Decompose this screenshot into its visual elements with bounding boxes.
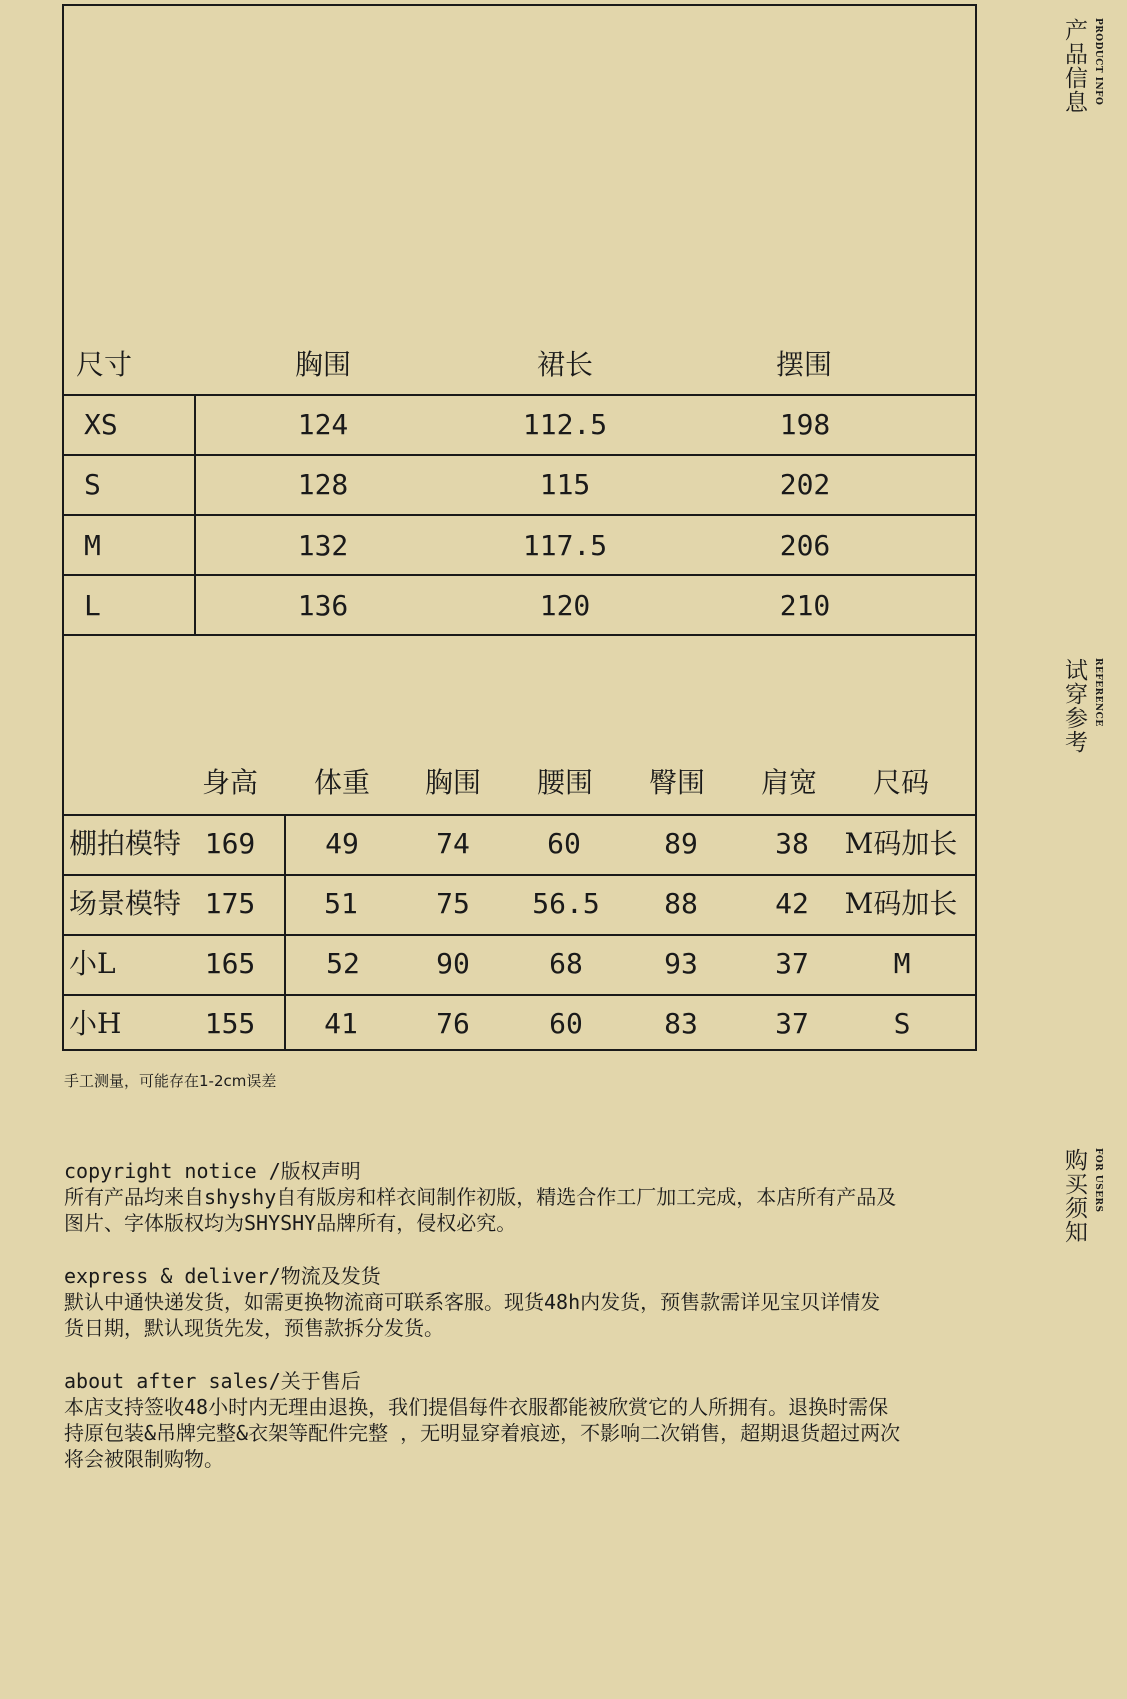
model-cell: S [893, 1007, 911, 1040]
notice-title: copyright notice /版权声明 [64, 1159, 361, 1183]
model-cell: 37 [775, 947, 809, 980]
model-cell: 90 [436, 947, 470, 980]
notice-title: express & deliver/物流及发货 [64, 1264, 381, 1288]
model-header-height: 身高 [201, 766, 259, 799]
size-cell: L [84, 589, 101, 622]
model-header-shoulder: 肩宽 [760, 766, 818, 799]
delivery-notice [64, 1263, 984, 1341]
table-frame [62, 4, 977, 1051]
size-cell: 210 [779, 589, 831, 622]
size-cell: 117.5 [522, 529, 608, 562]
model-cell-name: 棚拍模特 [69, 827, 182, 860]
measurement-note: 手工测量，可能存在1-2cm误差 [64, 1072, 277, 1090]
model-cell: 60 [547, 827, 581, 860]
table-divider [62, 454, 977, 456]
notice-line: 本店支持签收48小时内无理由退换，我们提倡每件衣服都能被欣赏它的人所拥有。退换时需保 [64, 1395, 889, 1419]
model-header-weight: 体重 [313, 766, 371, 799]
model-cell: 41 [324, 1007, 358, 1040]
model-cell: 56.5 [532, 887, 600, 920]
size-cell: 132 [297, 529, 349, 562]
side-label-zh: 购买须知 [1061, 1148, 1087, 1244]
model-cell: 74 [436, 827, 470, 860]
notice-line: 图片、字体版权均为SHYSHY品牌所有，侵权必究。 [64, 1211, 517, 1235]
model-cell: 42 [775, 887, 809, 920]
side-label-for-users [1058, 1148, 1103, 1244]
model-cell: 165 [204, 947, 256, 980]
side-label-zh: 产品信息 [1061, 18, 1087, 114]
model-cell: 37 [775, 1007, 809, 1040]
notice-line: 默认中通快递发货，如需更换物流商可联系客服。现货48h内发货，预售款需详见宝贝详情发 [64, 1290, 881, 1314]
size-header-hem: 摆围 [775, 348, 833, 381]
notice-title: about after sales/关于售后 [64, 1369, 361, 1393]
size-cell: XS [84, 408, 118, 441]
side-label-en: PRODUCT INFO [1093, 18, 1103, 106]
size-cell: 115 [539, 468, 591, 501]
table-divider [62, 814, 977, 816]
size-cell: 136 [297, 589, 349, 622]
size-cell: 206 [779, 529, 831, 562]
model-cell: 52 [326, 947, 360, 980]
notice-line: 持原包装&吊牌完整&衣架等配件完整 ，无明显穿着痕迹，不影响二次销售，超期退货超过两次 [64, 1421, 901, 1445]
model-cell: 51 [324, 887, 358, 920]
model-cell: 60 [549, 1007, 583, 1040]
model-cell: 88 [664, 887, 698, 920]
model-header-waist: 腰围 [536, 766, 594, 799]
size-cell: 112.5 [522, 408, 608, 441]
copyright-notice [64, 1158, 984, 1236]
model-cell-name: 小H [69, 1007, 122, 1040]
size-cell: 124 [297, 408, 349, 441]
model-header-hip: 臀围 [648, 766, 706, 799]
model-cell: 93 [664, 947, 698, 980]
table-divider [62, 874, 977, 876]
side-label-en: FOR USERS [1093, 1148, 1103, 1213]
model-cell: 68 [549, 947, 583, 980]
model-cell: 38 [775, 827, 809, 860]
table-divider [62, 514, 977, 516]
size-cell: 128 [297, 468, 349, 501]
model-cell-name: 场景模特 [69, 887, 182, 920]
model-cell: 83 [664, 1007, 698, 1040]
table-divider [62, 394, 977, 396]
model-cell: M码加长 [844, 827, 958, 860]
model-cell: M [893, 947, 911, 980]
side-label-en: REFERENCE [1093, 658, 1103, 727]
size-header-length: 裙长 [536, 348, 594, 381]
model-cell: 169 [204, 827, 256, 860]
model-cell: 49 [325, 827, 359, 860]
table-divider [62, 634, 977, 636]
size-cell: 120 [539, 589, 591, 622]
size-header-size: 尺寸 [76, 348, 133, 381]
table-divider [62, 574, 977, 576]
notice-line: 货日期，默认现货先发，预售款拆分发货。 [64, 1316, 444, 1340]
model-cell: 76 [436, 1007, 470, 1040]
table-divider [62, 934, 977, 936]
notice-line: 将会被限制购物。 [64, 1447, 224, 1471]
table-divider [62, 994, 977, 996]
model-cell: 89 [664, 827, 698, 860]
side-label-product-info [1058, 18, 1103, 114]
size-cell: M [84, 529, 101, 562]
side-label-reference [1058, 658, 1103, 754]
model-cell: M码加长 [844, 887, 958, 920]
after-sales-notice [64, 1368, 984, 1472]
side-label-zh: 试穿参考 [1061, 658, 1087, 754]
table-divider [194, 394, 196, 634]
size-cell: S [84, 468, 101, 501]
model-cell-name: 小L [69, 947, 116, 980]
model-cell: 75 [436, 887, 470, 920]
model-header-size: 尺码 [872, 766, 930, 799]
table-divider [284, 814, 286, 1051]
size-cell: 202 [779, 468, 831, 501]
notice-line: 所有产品均来自shyshy自有版房和样衣间制作初版，精选合作工厂加工完成，本店所有产品及 [64, 1185, 897, 1209]
model-cell: 175 [204, 887, 256, 920]
size-header-chest: 胸围 [294, 348, 352, 381]
size-cell: 198 [779, 408, 831, 441]
model-header-chest: 胸围 [424, 766, 482, 799]
model-cell: 155 [204, 1007, 256, 1040]
